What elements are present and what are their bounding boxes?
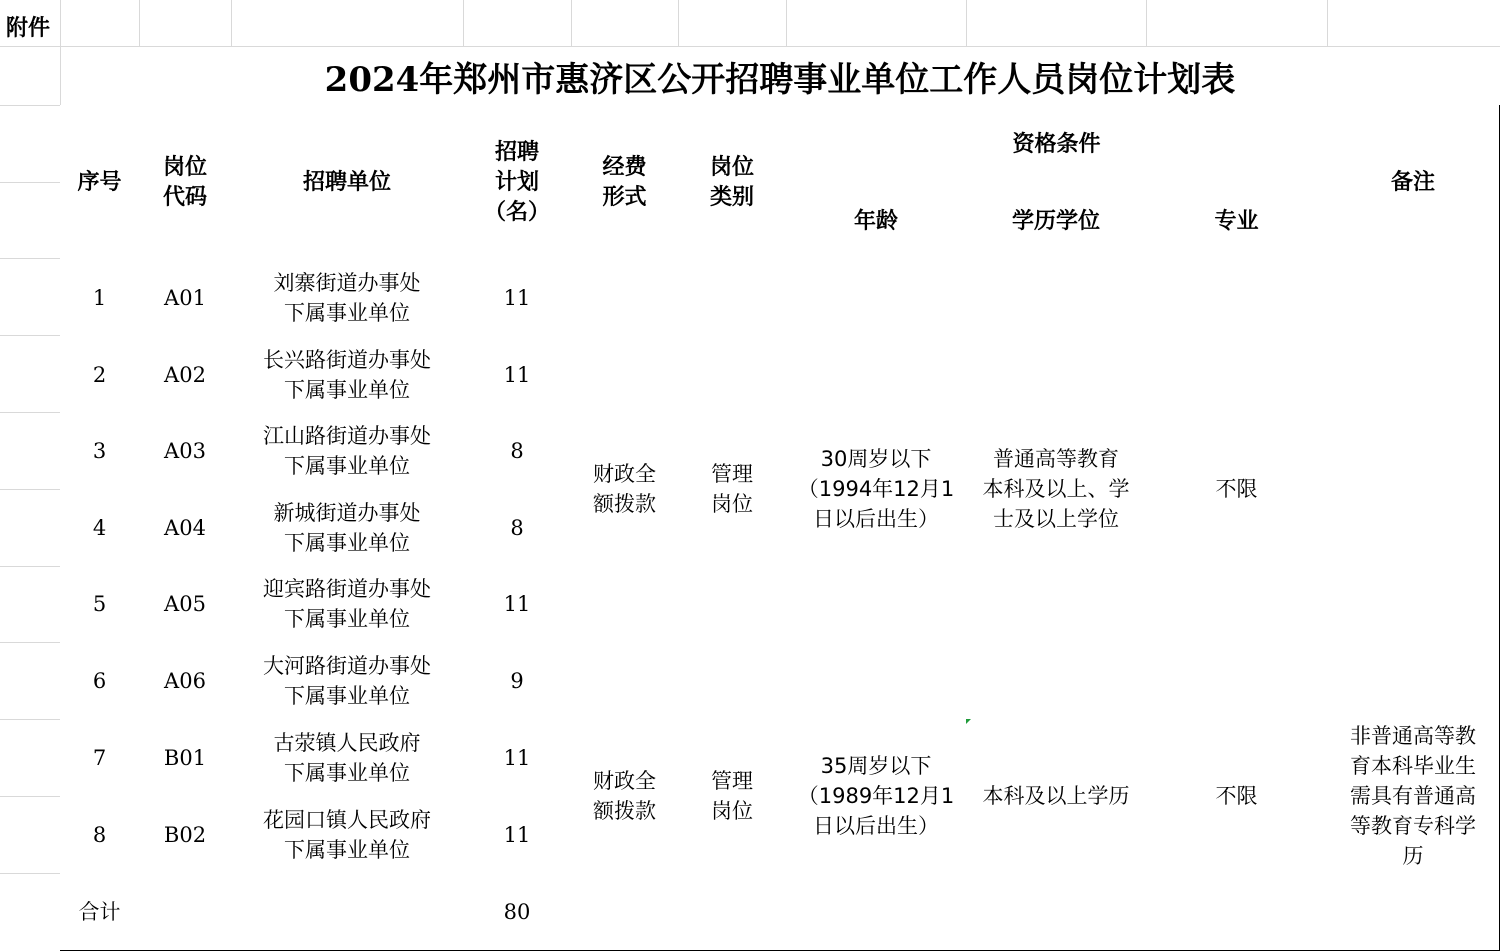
group-a-remarks (1327, 259, 1500, 720)
group-a-age: 30周岁以下 （1994年12月1 日以后出生） (786, 259, 967, 720)
row-plan: 9 (463, 642, 572, 720)
row-unit: 刘寨街道办事处 下属事业单位 (231, 259, 464, 337)
group-a-funding: 财政全 额拨款 (571, 259, 679, 720)
row-seq: 6 (60, 642, 140, 720)
row-code: A01 (139, 259, 232, 337)
row-code: A06 (139, 642, 232, 720)
header-code: 岗位 代码 (139, 105, 232, 260)
row-seq: 1 (60, 259, 140, 337)
total-empty-education (966, 873, 1147, 951)
group-b-major: 不限 (1146, 719, 1328, 874)
row-code: A03 (139, 413, 232, 490)
row-plan: 11 (463, 259, 572, 337)
row-code: B02 (139, 796, 232, 874)
total-empty-code (139, 873, 232, 951)
header-seq: 序号 (60, 105, 140, 260)
row-seq: 4 (60, 489, 140, 567)
total-empty-unit (231, 873, 464, 951)
row-seq: 7 (60, 719, 140, 797)
header-education: 学历学位 (966, 182, 1147, 260)
header-unit: 招聘单位 (231, 105, 464, 260)
row-unit: 古荥镇人民政府 下属事业单位 (231, 719, 464, 797)
row-unit: 江山路街道办事处 下属事业单位 (231, 413, 464, 490)
row-unit: 花园口镇人民政府 下属事业单位 (231, 796, 464, 874)
header-major: 专业 (1146, 182, 1328, 260)
page-title: 2024年郑州市惠济区公开招聘事业单位工作人员岗位计划表 (324, 59, 1236, 100)
row-seq: 8 (60, 796, 140, 874)
row-unit: 大河路街道办事处 下属事业单位 (231, 642, 464, 720)
header-remarks: 备注 (1327, 105, 1500, 260)
row-plan: 11 (463, 336, 572, 414)
row-seq: 3 (60, 413, 140, 490)
row-seq: 5 (60, 566, 140, 643)
header-qualifications: 资格条件 (786, 105, 1328, 183)
row-plan: 8 (463, 489, 572, 567)
group-b-category: 管理 岗位 (678, 719, 787, 874)
row-unit: 迎宾路街道办事处 下属事业单位 (231, 566, 464, 643)
total-empty-remarks (1327, 873, 1500, 951)
header-funding: 经费 形式 (571, 105, 679, 260)
row-code: A02 (139, 336, 232, 414)
group-b-funding: 财政全 额拨款 (571, 719, 679, 874)
row-code: A05 (139, 566, 232, 643)
total-empty-category (678, 873, 787, 951)
group-a-major: 不限 (1146, 259, 1328, 720)
total-empty-major (1146, 873, 1328, 951)
header-age: 年龄 (786, 182, 967, 260)
total-label: 合计 (60, 873, 140, 951)
total-empty-age (786, 873, 967, 951)
total-plan: 80 (463, 873, 572, 951)
group-b-education: 本科及以上学历 (966, 719, 1147, 874)
total-empty-funding (571, 873, 679, 951)
group-b-remarks: 非普通高等教 育本科毕业生 需具有普通高 等教育专科学 历 (1327, 719, 1500, 874)
row-seq: 2 (60, 336, 140, 414)
row-code: B01 (139, 719, 232, 797)
row-plan: 11 (463, 796, 572, 874)
row-plan: 11 (463, 719, 572, 797)
header-plan: 招聘 计划 （名） (463, 105, 572, 260)
row-plan: 8 (463, 413, 572, 490)
row-plan: 11 (463, 566, 572, 643)
row-code: A04 (139, 489, 232, 567)
cell-comment-marker (966, 719, 971, 724)
row-unit: 长兴路街道办事处 下属事业单位 (231, 336, 464, 414)
group-a-category: 管理 岗位 (678, 259, 787, 720)
group-a-education: 普通高等教育 本科及以上、学 士及以上学位 (966, 259, 1147, 720)
header-category: 岗位 类别 (678, 105, 787, 260)
row-unit: 新城街道办事处 下属事业单位 (231, 489, 464, 567)
attachment-label: 附件 (6, 16, 51, 41)
group-b-age: 35周岁以下 （1989年12月1 日以后出生） (786, 719, 967, 874)
